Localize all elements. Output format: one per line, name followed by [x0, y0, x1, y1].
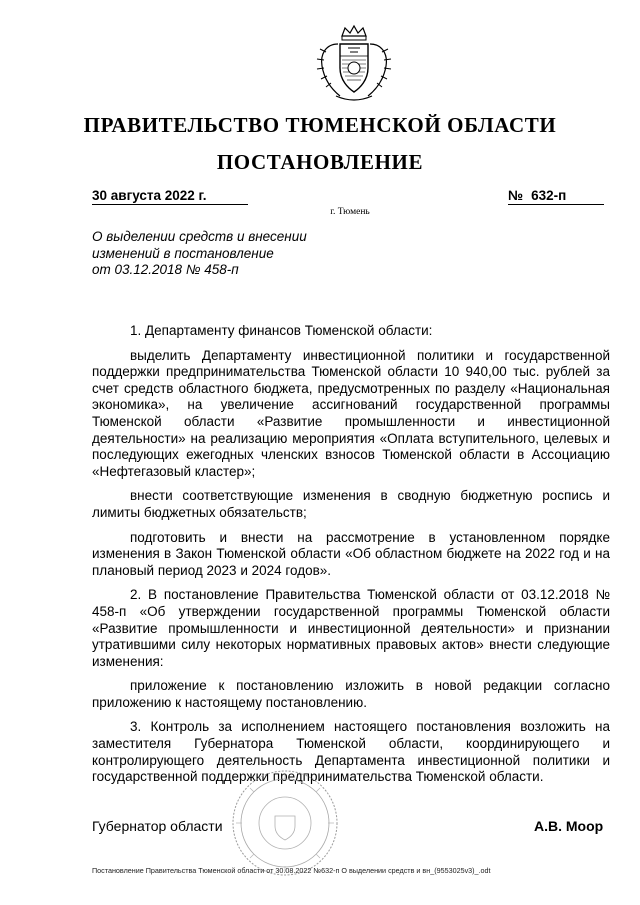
body-paragraph: подготовить и внести на рассмотрение в установленном порядке изменения в Закон Тюменской области «Об областном бюджете на 2022 год и на плановый период 2023 и 2024 годов». — [92, 529, 610, 578]
document-subject — [92, 229, 352, 279]
document-date: 30 августа 2022 г. — [92, 188, 248, 205]
body-paragraph: 2. В постановление Правительства Тюменской области от 03.12.2018 № 458-п «Об утверждении государственной программы Тюменской области «Развитие промышленности и инвестиционной деятельности» и признании утратившими силу некоторых нормативных правовых актов» внести следующие изменения: — [92, 587, 610, 669]
body-paragraph: 3. Контроль за исполнением настоящего постановления возложить на заместителя Губернатора Тюменской области, координирующего и контролирующего деятельность Департамента инвестиционной политики и государственной поддержки предпринимательства Тюменской области. — [92, 719, 610, 785]
document-type-heading: ПОСТАНОВЛЕНИЕ — [216, 150, 424, 174]
official-seal-icon — [230, 768, 340, 878]
subject-line: от 03.12.2018 № 458-п — [92, 262, 239, 277]
body-paragraph: внести соответствующие изменения в сводную бюджетную роспись и лимиты бюджетных обязательств; — [92, 488, 610, 520]
body-paragraph: выделить Департаменту инвестиционной политики и государственной поддержки предпринимательства Тюменской области 10 940,00 тыс. рублей за счет средств областного бюджета, предусмотренных по разделу «Национальная экономика», на увеличение ассигнований государственной программы Тюменской области «Развитие промышленности и инвестиционной деятельности» на реализацию мероприятия «Оплата вступительного, целевых и последующих ежегодных членских взносов Тюменской области в Ассоциацию «Нефтегазовый кластер»; — [92, 347, 610, 479]
body-paragraph: 1. Департаменту финансов Тюменской области: — [130, 323, 433, 338]
tyumen-coat-of-arms-icon — [312, 22, 396, 106]
document-number: 632-п — [531, 188, 567, 203]
document-number-field — [508, 188, 604, 205]
organization-title: ПРАВИТЕЛЬСТВО ТЮМЕНСКОЙ ОБЛАСТИ — [83, 113, 557, 137]
number-sign: № — [508, 188, 524, 203]
document-footer: Постановление Правительства Тюменской области от 30.08.2022 №632-п О выделении средств и вн_(9553025v3)_.odt — [92, 866, 491, 875]
subject-line: О выделении средств и внесении — [92, 229, 307, 244]
signer-name: А.В. Моор — [534, 818, 604, 834]
signer-title: Губернатор области — [92, 818, 223, 834]
subject-line: изменений в постановление — [92, 245, 274, 261]
document-body — [92, 323, 610, 794]
document-city: г. Тюмень — [330, 207, 370, 217]
body-paragraph: приложение к постановлению изложить в новой редакции согласно приложению к настоящему постановлению. — [92, 678, 610, 710]
